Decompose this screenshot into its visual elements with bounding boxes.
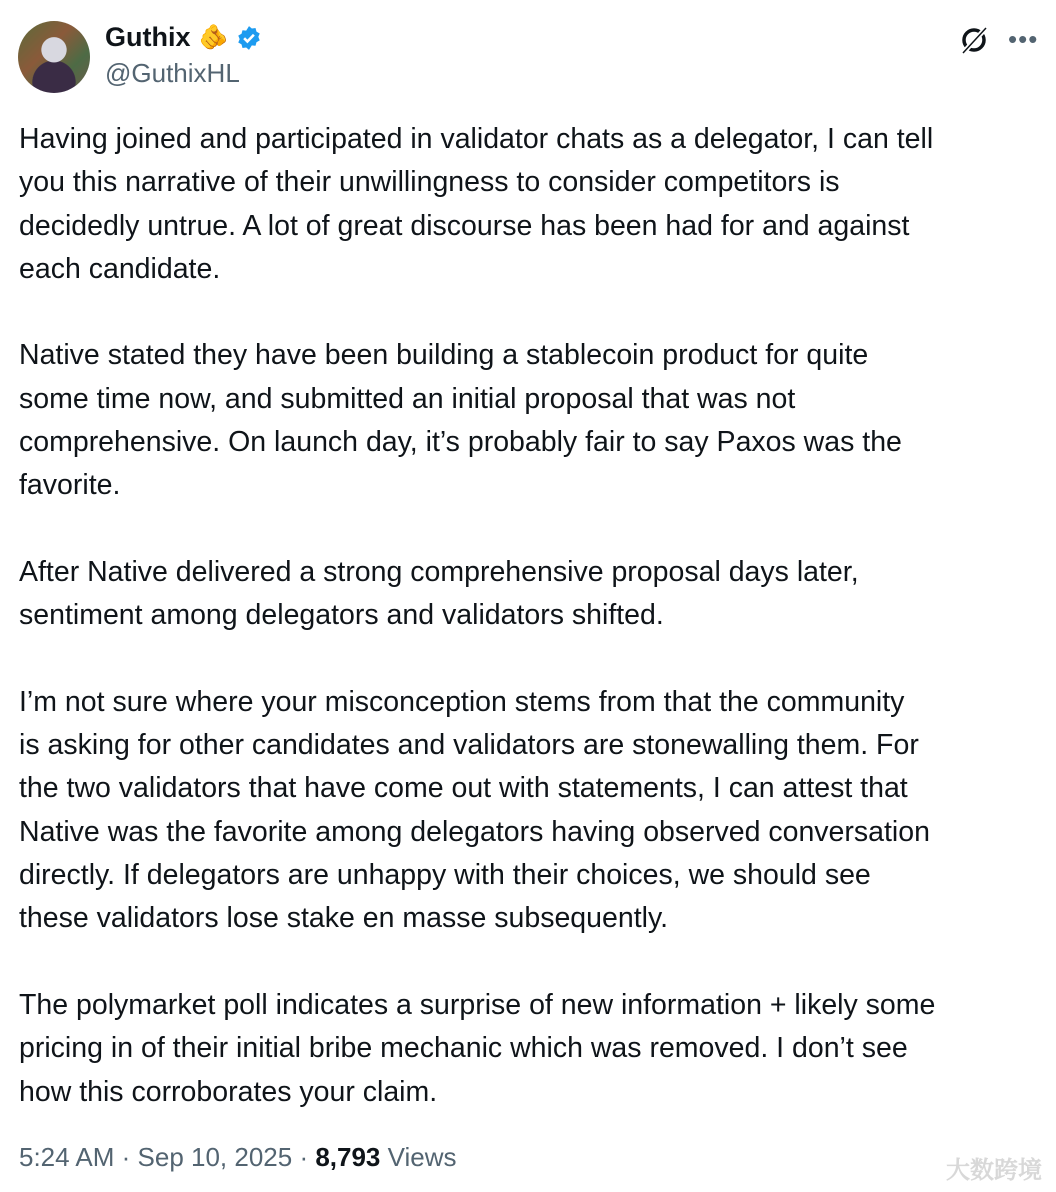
text-line: comprehensive. On launch day, it’s probably fair to say Paxos was the [19, 426, 902, 459]
pointing-hand-emoji-icon: 🫵 [198, 24, 229, 51]
text-line: sentiment among delegators and validators shifted. [19, 599, 664, 632]
verified-badge-icon[interactable] [236, 25, 262, 51]
text-line: decidedly untrue. A lot of great discourse has been had for and against [19, 209, 910, 242]
text-line: each candidate. [19, 252, 221, 285]
views-label: Views [387, 1142, 457, 1172]
text-line: Native was the favorite among delegators having observed conversation [19, 815, 930, 848]
paragraph [19, 984, 935, 1114]
paragraph [19, 118, 935, 291]
paragraph [19, 334, 935, 507]
text-line: After Native delivered a strong comprehensive proposal days later, [19, 555, 859, 588]
text-line: Having joined and participated in validator chats as a delegator, I can tell [19, 123, 934, 155]
avatar[interactable] [18, 21, 90, 93]
tweet-text [19, 118, 935, 1157]
text-line: how this corroborates your claim. [19, 1075, 438, 1108]
text-line: is asking for other candidates and validators are stonewalling them. For [19, 729, 919, 762]
text-line: the two validators that have come out with statements, I can attest that [19, 772, 908, 805]
text-line: you this narrative of their unwillingness to consider competitors is [19, 166, 840, 199]
watermark: 大数跨境 [946, 1157, 1042, 1184]
paragraph [19, 681, 935, 941]
views-count: 8,793 [315, 1142, 381, 1172]
grok-icon[interactable] [958, 24, 990, 56]
timestamp-date[interactable]: Sep 10, 2025 [137, 1142, 293, 1172]
text-line: Native stated they have been building a stablecoin product for quite [19, 339, 869, 372]
author-name-row [105, 22, 262, 53]
text-line: these validators lose stake en masse subsequently. [19, 902, 669, 935]
separator: · [292, 1142, 316, 1172]
author-name[interactable]: Guthix [105, 22, 191, 52]
more-options-icon[interactable]: ••• [1008, 24, 1039, 54]
text-line: favorite. [19, 469, 121, 502]
text-line: directly. If delegators are unhappy with their choices, we should see [19, 859, 871, 892]
paragraph [19, 551, 935, 638]
text-line: pricing in of their initial bribe mechanic which was removed. I don’t see [19, 1032, 908, 1065]
separator: · [114, 1142, 138, 1172]
text-line: some time now, and submitted an initial proposal that was not [19, 382, 796, 415]
tweet-meta [19, 1142, 457, 1173]
text-line: I’m not sure where your misconception stems from that the community [19, 685, 905, 718]
author-handle[interactable]: @GuthixHL [105, 58, 240, 88]
text-line: The polymarket poll indicates a surprise of new information + likely some [19, 988, 936, 1021]
timestamp-time[interactable]: 5:24 AM [19, 1142, 115, 1172]
